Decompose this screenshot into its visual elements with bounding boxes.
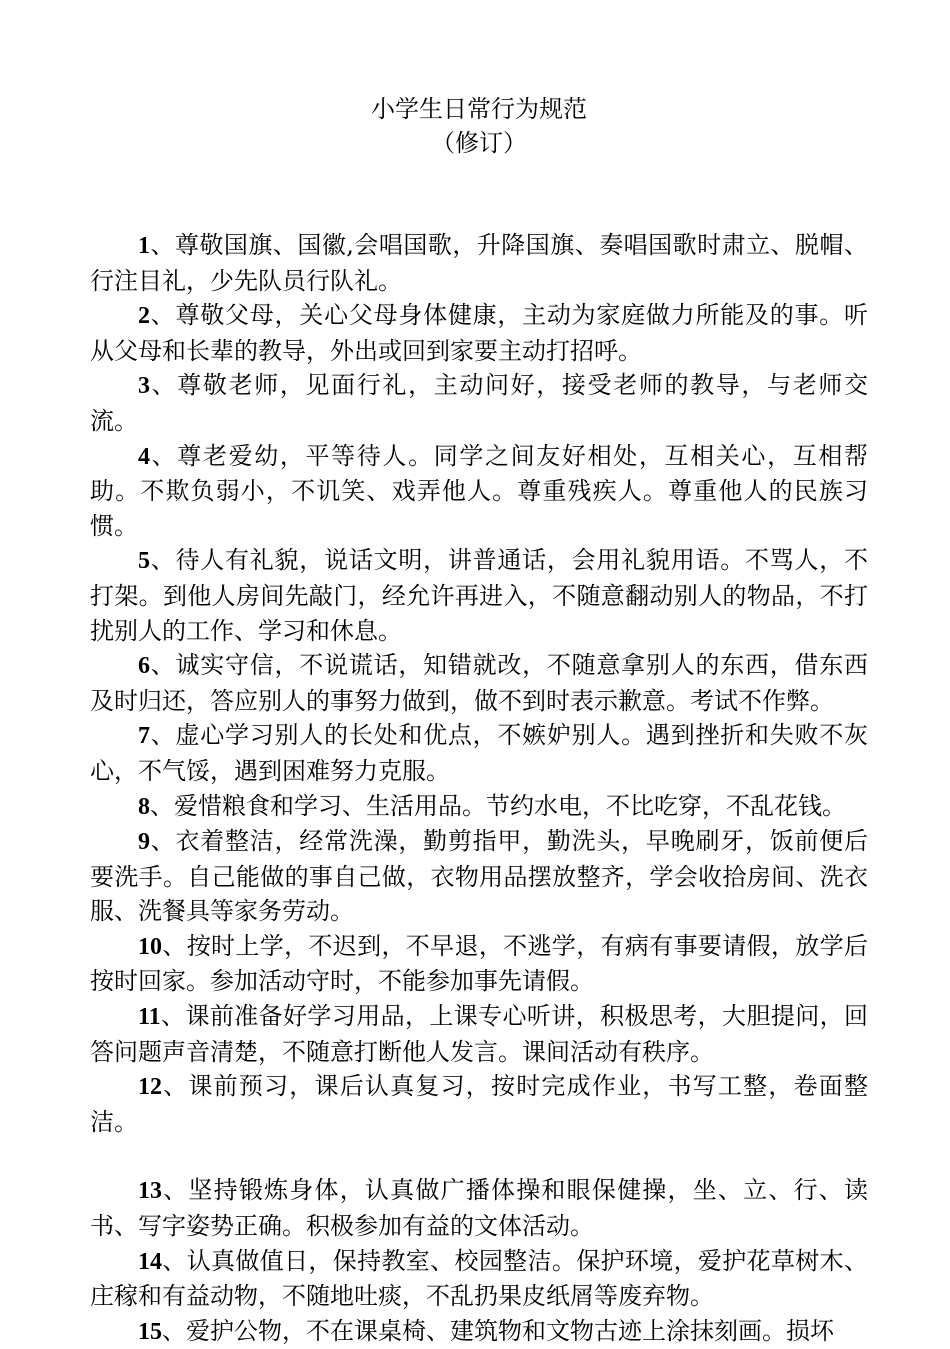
rule-item-11	[90, 999, 868, 1069]
rule-item-7	[90, 718, 868, 788]
paragraph-gap	[90, 1139, 868, 1173]
rule-number: 14	[138, 1248, 162, 1275]
rule-item-12	[90, 1069, 868, 1139]
rule-number: 13	[138, 1178, 162, 1205]
rule-text: 、爱护公物，不在课桌椅、建筑物和文物古迹上涂抹刻画。损坏	[162, 1316, 834, 1345]
rule-text: 、尊敬父母，关心父母身体健康，主动为家庭做力所能及的事。听从父母和长辈的教导，外出或回到家要主动打招呼。	[90, 301, 868, 365]
rule-text: 、虚心学习别人的长处和优点，不嫉妒别人。遇到挫折和失败不灰心，不气馁，遇到困难努力克服。	[90, 721, 868, 785]
rule-text: 、尊敬国旗、国徽,会唱国歌，升降国旗、奏唱国歌时肃立、脱帽、行注目礼，少先队员行队礼。	[90, 231, 868, 295]
rule-number: 11	[138, 1004, 161, 1031]
rule-item-4	[90, 439, 868, 544]
rule-item-6	[90, 648, 868, 718]
rule-number: 6	[138, 653, 150, 680]
rule-item-1	[90, 228, 868, 298]
rule-item-9	[90, 824, 868, 929]
rule-number: 9	[138, 829, 150, 856]
rule-text: 、按时上学，不迟到，不早退，不逃学，有病有事要请假，放学后按时回家。参加活动守时，不能参加事先请假。	[90, 931, 868, 996]
rule-number: 15	[138, 1318, 162, 1345]
rule-number: 12	[138, 1074, 162, 1101]
rule-text: 、课前预习，课后认真复习，按时完成作业，书写工整，卷面整洁。	[90, 1072, 868, 1136]
rule-item-2	[90, 298, 868, 368]
rule-number: 3	[138, 373, 150, 400]
rule-item-10	[90, 929, 868, 999]
rules-list	[90, 228, 868, 1349]
rule-text: 、坚持锻炼身体，认真做广播体操和眼保健操，坐、立、行、读书、写字姿势正确。积极参加有益的文体活动。	[90, 1176, 868, 1241]
document-subtitle: （修订）	[431, 129, 527, 157]
rule-number: 7	[138, 723, 150, 750]
rule-item-5	[90, 543, 868, 648]
rule-number: 8	[138, 793, 150, 820]
rule-number: 5	[138, 548, 150, 575]
rule-number: 4	[138, 443, 150, 470]
rule-number: 2	[138, 303, 150, 330]
rule-text: 、爱惜粮食和学习、生活用品。节约水电，不比吃穿，不乱花钱。	[150, 791, 846, 820]
rule-item-8	[90, 789, 868, 825]
document-title: 小学生日常行为规范	[371, 95, 587, 123]
rule-text: 、待人有礼貌，说话文明，讲普通话，会用礼貌用语。不骂人，不打架。到他人房间先敲门，经允许再进入，不随意翻动别人的物品，不打扰别人的工作、学习和休息。	[90, 546, 868, 645]
rule-text: 、认真做值日，保持教室、校园整洁。保护环境，爱护花草树木、庄稼和有益动物，不随地吐痰，不乱扔果皮纸屑等废弃物。	[90, 1246, 868, 1311]
rule-text: 、尊老爱幼，平等待人。同学之间友好相处，互相关心，互相帮助。不欺负弱小，不讥笑、戏弄他人。尊重残疾人。尊重他人的民族习惯。	[90, 441, 868, 540]
rule-text: 、课前准备好学习用品，上课专心听讲，积极思考，大胆提问，回答问题声音清楚，不随意打断他人发言。课间活动有秩序。	[90, 1002, 868, 1066]
rule-item-3	[90, 368, 868, 438]
rule-item-14	[90, 1244, 868, 1314]
rule-number: 10	[138, 933, 162, 960]
rule-text: 、尊敬老师，见面行礼，主动问好，接受老师的教导，与老师交流。	[90, 371, 868, 435]
rule-item-13	[90, 1173, 868, 1243]
rule-text: 、诚实守信，不说谎话，知错就改，不随意拿别人的东西，借东西及时归还，答应别人的事努力做到，做不到时表示歉意。考试不作弊。	[90, 651, 868, 715]
rule-number: 1	[138, 233, 150, 259]
rule-text: 、衣着整洁，经常洗澡，勤剪指甲，勤洗头，早晚刷牙，饭前便后要洗手。自己能做的事自己做，衣物用品摆放整齐，学会收拾房间、洗衣服、洗餐具等家务劳动。	[90, 827, 868, 926]
